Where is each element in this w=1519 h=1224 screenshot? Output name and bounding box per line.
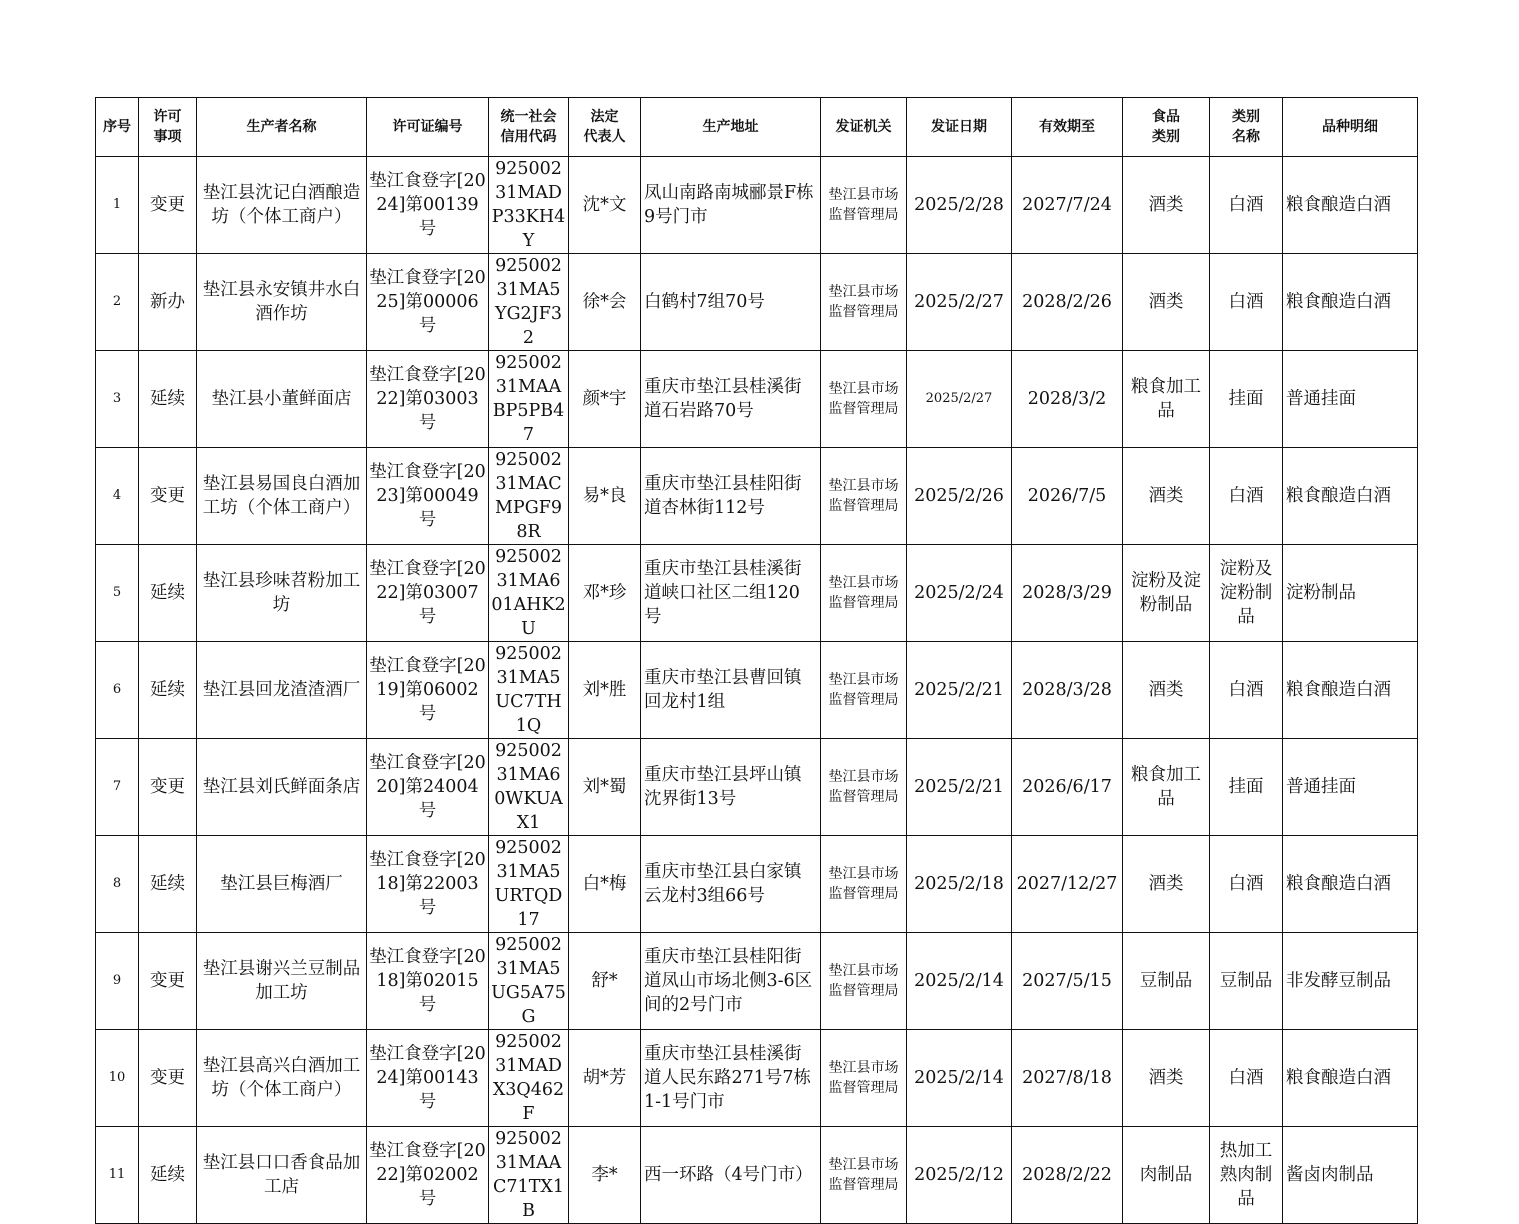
cell-credit-code: 92500231MA601AHK2U: [489, 545, 569, 642]
cell-authority: 垫江县市场监督管理局: [821, 157, 907, 254]
cell-category-name: 淀粉及淀粉制品: [1210, 545, 1283, 642]
cell-producer-name: 垫江县回龙渣渣酒厂: [197, 642, 367, 739]
header-license: 许可证编号: [367, 98, 489, 157]
table-row: [96, 933, 1418, 1030]
cell-producer-name: 垫江县刘氏鲜面条店: [197, 739, 367, 836]
cell-food-category: 酒类: [1123, 157, 1210, 254]
cell-address: 重庆市垫江县桂溪街道人民东路271号7栋1-1号门市: [641, 1030, 821, 1127]
header-authority: 发证机关: [821, 98, 907, 157]
cell-food-category: 粮食加工品: [1123, 351, 1210, 448]
cell-food-category: 肉制品: [1123, 1127, 1210, 1224]
header-category-name: 类别 名称: [1210, 98, 1283, 157]
cell-authority: 垫江县市场监督管理局: [821, 1030, 907, 1127]
cell-category-name: 热加工熟肉制品: [1210, 1127, 1283, 1224]
cell-producer-name: 垫江县永安镇井水白酒作坊: [197, 254, 367, 351]
license-table: [95, 97, 1418, 1224]
cell-credit-code: 92500231MADP33KH4Y: [489, 157, 569, 254]
cell-food-category: 酒类: [1123, 642, 1210, 739]
header-address: 生产地址: [641, 98, 821, 157]
cell-seq: 8: [96, 836, 139, 933]
cell-producer-name: 垫江县小董鲜面店: [197, 351, 367, 448]
cell-category-name: 白酒: [1210, 642, 1283, 739]
cell-food-category: 淀粉及淀粉制品: [1123, 545, 1210, 642]
cell-address: 重庆市垫江县曹回镇回龙村1组: [641, 642, 821, 739]
cell-address: 重庆市垫江县桂溪街道石岩路70号: [641, 351, 821, 448]
cell-license-number: 垫江食登字[2020]第24004号: [367, 739, 489, 836]
cell-producer-name: 垫江县口口香食品加工店: [197, 1127, 367, 1224]
table-row: [96, 836, 1418, 933]
cell-issue-date: 2025/2/27: [907, 254, 1012, 351]
cell-valid-until: 2026/7/5: [1012, 448, 1123, 545]
cell-food-category: 酒类: [1123, 1030, 1210, 1127]
cell-food-category: 酒类: [1123, 836, 1210, 933]
cell-category-name: 白酒: [1210, 1030, 1283, 1127]
table-body: [96, 157, 1418, 1224]
cell-variety: 酱卤肉制品: [1283, 1127, 1418, 1224]
cell-issue-date: 2025/2/21: [907, 739, 1012, 836]
cell-credit-code: 92500231MADX3Q462F: [489, 1030, 569, 1127]
cell-valid-until: 2027/12/27: [1012, 836, 1123, 933]
cell-address: 重庆市垫江县桂阳街道凤山市场北侧3-6区间的2号门市: [641, 933, 821, 1030]
cell-permit-item: 变更: [139, 1030, 197, 1127]
header-food-category: 食品 类别: [1123, 98, 1210, 157]
cell-legal-rep: 舒*: [569, 933, 641, 1030]
header-valid-until: 有效期至: [1012, 98, 1123, 157]
cell-authority: 垫江县市场监督管理局: [821, 739, 907, 836]
cell-variety: 粮食酿造白酒: [1283, 836, 1418, 933]
cell-permit-item: 延续: [139, 836, 197, 933]
cell-license-number: 垫江食登字[2019]第06002号: [367, 642, 489, 739]
table-row: [96, 254, 1418, 351]
cell-address: 重庆市垫江县坪山镇沈界街13号: [641, 739, 821, 836]
cell-license-number: 垫江食登字[2022]第02002号: [367, 1127, 489, 1224]
cell-license-number: 垫江食登字[2018]第22003号: [367, 836, 489, 933]
cell-address: 重庆市垫江县白家镇云龙村3组66号: [641, 836, 821, 933]
cell-address: 西一环路（4号门市）: [641, 1127, 821, 1224]
cell-legal-rep: 胡*芳: [569, 1030, 641, 1127]
cell-variety: 淀粉制品: [1283, 545, 1418, 642]
cell-permit-item: 变更: [139, 448, 197, 545]
cell-producer-name: 垫江县谢兴兰豆制品加工坊: [197, 933, 367, 1030]
cell-permit-item: 延续: [139, 545, 197, 642]
cell-valid-until: 2027/7/24: [1012, 157, 1123, 254]
table-row: [96, 351, 1418, 448]
cell-variety: 非发酵豆制品: [1283, 933, 1418, 1030]
cell-issue-date: 2025/2/14: [907, 933, 1012, 1030]
cell-legal-rep: 邓*珍: [569, 545, 641, 642]
cell-legal-rep: 徐*会: [569, 254, 641, 351]
cell-authority: 垫江县市场监督管理局: [821, 836, 907, 933]
cell-issue-date: 2025/2/12: [907, 1127, 1012, 1224]
cell-food-category: 酒类: [1123, 254, 1210, 351]
cell-producer-name: 垫江县高兴白酒加工坊（个体工商户）: [197, 1030, 367, 1127]
cell-valid-until: 2028/2/22: [1012, 1127, 1123, 1224]
cell-valid-until: 2028/2/26: [1012, 254, 1123, 351]
cell-variety: 粮食酿造白酒: [1283, 157, 1418, 254]
cell-producer-name: 垫江县沈记白酒酿造坊（个体工商户）: [197, 157, 367, 254]
cell-seq: 10: [96, 1030, 139, 1127]
cell-variety: 普通挂面: [1283, 739, 1418, 836]
cell-food-category: 酒类: [1123, 448, 1210, 545]
cell-valid-until: 2027/5/15: [1012, 933, 1123, 1030]
cell-authority: 垫江县市场监督管理局: [821, 448, 907, 545]
cell-category-name: 白酒: [1210, 836, 1283, 933]
cell-food-category: 粮食加工品: [1123, 739, 1210, 836]
cell-permit-item: 变更: [139, 933, 197, 1030]
cell-address: 白鹤村7组70号: [641, 254, 821, 351]
cell-issue-date: 2025/2/18: [907, 836, 1012, 933]
cell-variety: 普通挂面: [1283, 351, 1418, 448]
cell-valid-until: 2027/8/18: [1012, 1030, 1123, 1127]
cell-seq: 5: [96, 545, 139, 642]
cell-issue-date: 2025/2/14: [907, 1030, 1012, 1127]
cell-producer-name: 垫江县珍味苕粉加工坊: [197, 545, 367, 642]
cell-permit-item: 变更: [139, 739, 197, 836]
cell-address: 重庆市垫江县桂溪街道峡口社区二组120号: [641, 545, 821, 642]
cell-variety: 粮食酿造白酒: [1283, 448, 1418, 545]
cell-credit-code: 92500231MAABP5PB47: [489, 351, 569, 448]
cell-category-name: 挂面: [1210, 739, 1283, 836]
cell-authority: 垫江县市场监督管理局: [821, 933, 907, 1030]
header-item: 许可 事项: [139, 98, 197, 157]
cell-valid-until: 2026/6/17: [1012, 739, 1123, 836]
cell-authority: 垫江县市场监督管理局: [821, 1127, 907, 1224]
cell-credit-code: 92500231MA5YG2JF32: [489, 254, 569, 351]
cell-legal-rep: 易*良: [569, 448, 641, 545]
cell-legal-rep: 沈*文: [569, 157, 641, 254]
cell-address: 凤山南路南城郦景F栋9号门市: [641, 157, 821, 254]
cell-issue-date: 2025/2/27: [907, 351, 1012, 448]
cell-issue-date: 2025/2/21: [907, 642, 1012, 739]
table-row: [96, 1127, 1418, 1224]
cell-seq: 6: [96, 642, 139, 739]
cell-category-name: 豆制品: [1210, 933, 1283, 1030]
cell-credit-code: 92500231MAAC71TX1B: [489, 1127, 569, 1224]
cell-seq: 4: [96, 448, 139, 545]
cell-legal-rep: 刘*胜: [569, 642, 641, 739]
table-row: [96, 545, 1418, 642]
cell-seq: 9: [96, 933, 139, 1030]
cell-variety: 粮食酿造白酒: [1283, 1030, 1418, 1127]
cell-license-number: 垫江食登字[2024]第00143号: [367, 1030, 489, 1127]
header-seq: 序号: [96, 98, 139, 157]
header-row: [96, 98, 1418, 157]
cell-credit-code: 92500231MA5URTQD17: [489, 836, 569, 933]
cell-seq: 11: [96, 1127, 139, 1224]
cell-authority: 垫江县市场监督管理局: [821, 254, 907, 351]
table-row: [96, 739, 1418, 836]
header-legal-rep: 法定 代表人: [569, 98, 641, 157]
header-name: 生产者名称: [197, 98, 367, 157]
cell-legal-rep: 刘*蜀: [569, 739, 641, 836]
cell-seq: 1: [96, 157, 139, 254]
cell-authority: 垫江县市场监督管理局: [821, 545, 907, 642]
cell-license-number: 垫江食登字[2022]第03003号: [367, 351, 489, 448]
cell-license-number: 垫江食登字[2018]第02015号: [367, 933, 489, 1030]
cell-legal-rep: 李*: [569, 1127, 641, 1224]
cell-category-name: 白酒: [1210, 157, 1283, 254]
table-row: [96, 1030, 1418, 1127]
cell-legal-rep: 白*梅: [569, 836, 641, 933]
table-row: [96, 157, 1418, 254]
cell-variety: 粮食酿造白酒: [1283, 254, 1418, 351]
header-issue-date: 发证日期: [907, 98, 1012, 157]
cell-credit-code: 92500231MACMPGF98R: [489, 448, 569, 545]
cell-permit-item: 延续: [139, 351, 197, 448]
cell-variety: 粮食酿造白酒: [1283, 642, 1418, 739]
cell-license-number: 垫江食登字[2022]第03007号: [367, 545, 489, 642]
cell-credit-code: 92500231MA5UC7TH1Q: [489, 642, 569, 739]
cell-permit-item: 变更: [139, 157, 197, 254]
cell-address: 重庆市垫江县桂阳街道杏林街112号: [641, 448, 821, 545]
cell-category-name: 白酒: [1210, 448, 1283, 545]
cell-category-name: 白酒: [1210, 254, 1283, 351]
cell-category-name: 挂面: [1210, 351, 1283, 448]
header-credit-code: 统一社会 信用代码: [489, 98, 569, 157]
cell-producer-name: 垫江县巨梅酒厂: [197, 836, 367, 933]
cell-authority: 垫江县市场监督管理局: [821, 351, 907, 448]
cell-license-number: 垫江食登字[2023]第00049号: [367, 448, 489, 545]
cell-food-category: 豆制品: [1123, 933, 1210, 1030]
cell-legal-rep: 颜*宇: [569, 351, 641, 448]
cell-valid-until: 2028/3/2: [1012, 351, 1123, 448]
cell-seq: 7: [96, 739, 139, 836]
cell-license-number: 垫江食登字[2024]第00139号: [367, 157, 489, 254]
cell-permit-item: 延续: [139, 642, 197, 739]
cell-valid-until: 2028/3/28: [1012, 642, 1123, 739]
cell-seq: 3: [96, 351, 139, 448]
header-variety: 品种明细: [1283, 98, 1418, 157]
table-row: [96, 448, 1418, 545]
cell-seq: 2: [96, 254, 139, 351]
cell-valid-until: 2028/3/29: [1012, 545, 1123, 642]
cell-issue-date: 2025/2/24: [907, 545, 1012, 642]
cell-credit-code: 92500231MA5UG5A75G: [489, 933, 569, 1030]
table-row: [96, 642, 1418, 739]
cell-permit-item: 新办: [139, 254, 197, 351]
cell-credit-code: 92500231MA60WKUAX1: [489, 739, 569, 836]
cell-producer-name: 垫江县易国良白酒加工坊（个体工商户）: [197, 448, 367, 545]
cell-permit-item: 延续: [139, 1127, 197, 1224]
cell-issue-date: 2025/2/28: [907, 157, 1012, 254]
cell-license-number: 垫江食登字[2025]第00006号: [367, 254, 489, 351]
cell-authority: 垫江县市场监督管理局: [821, 642, 907, 739]
cell-issue-date: 2025/2/26: [907, 448, 1012, 545]
